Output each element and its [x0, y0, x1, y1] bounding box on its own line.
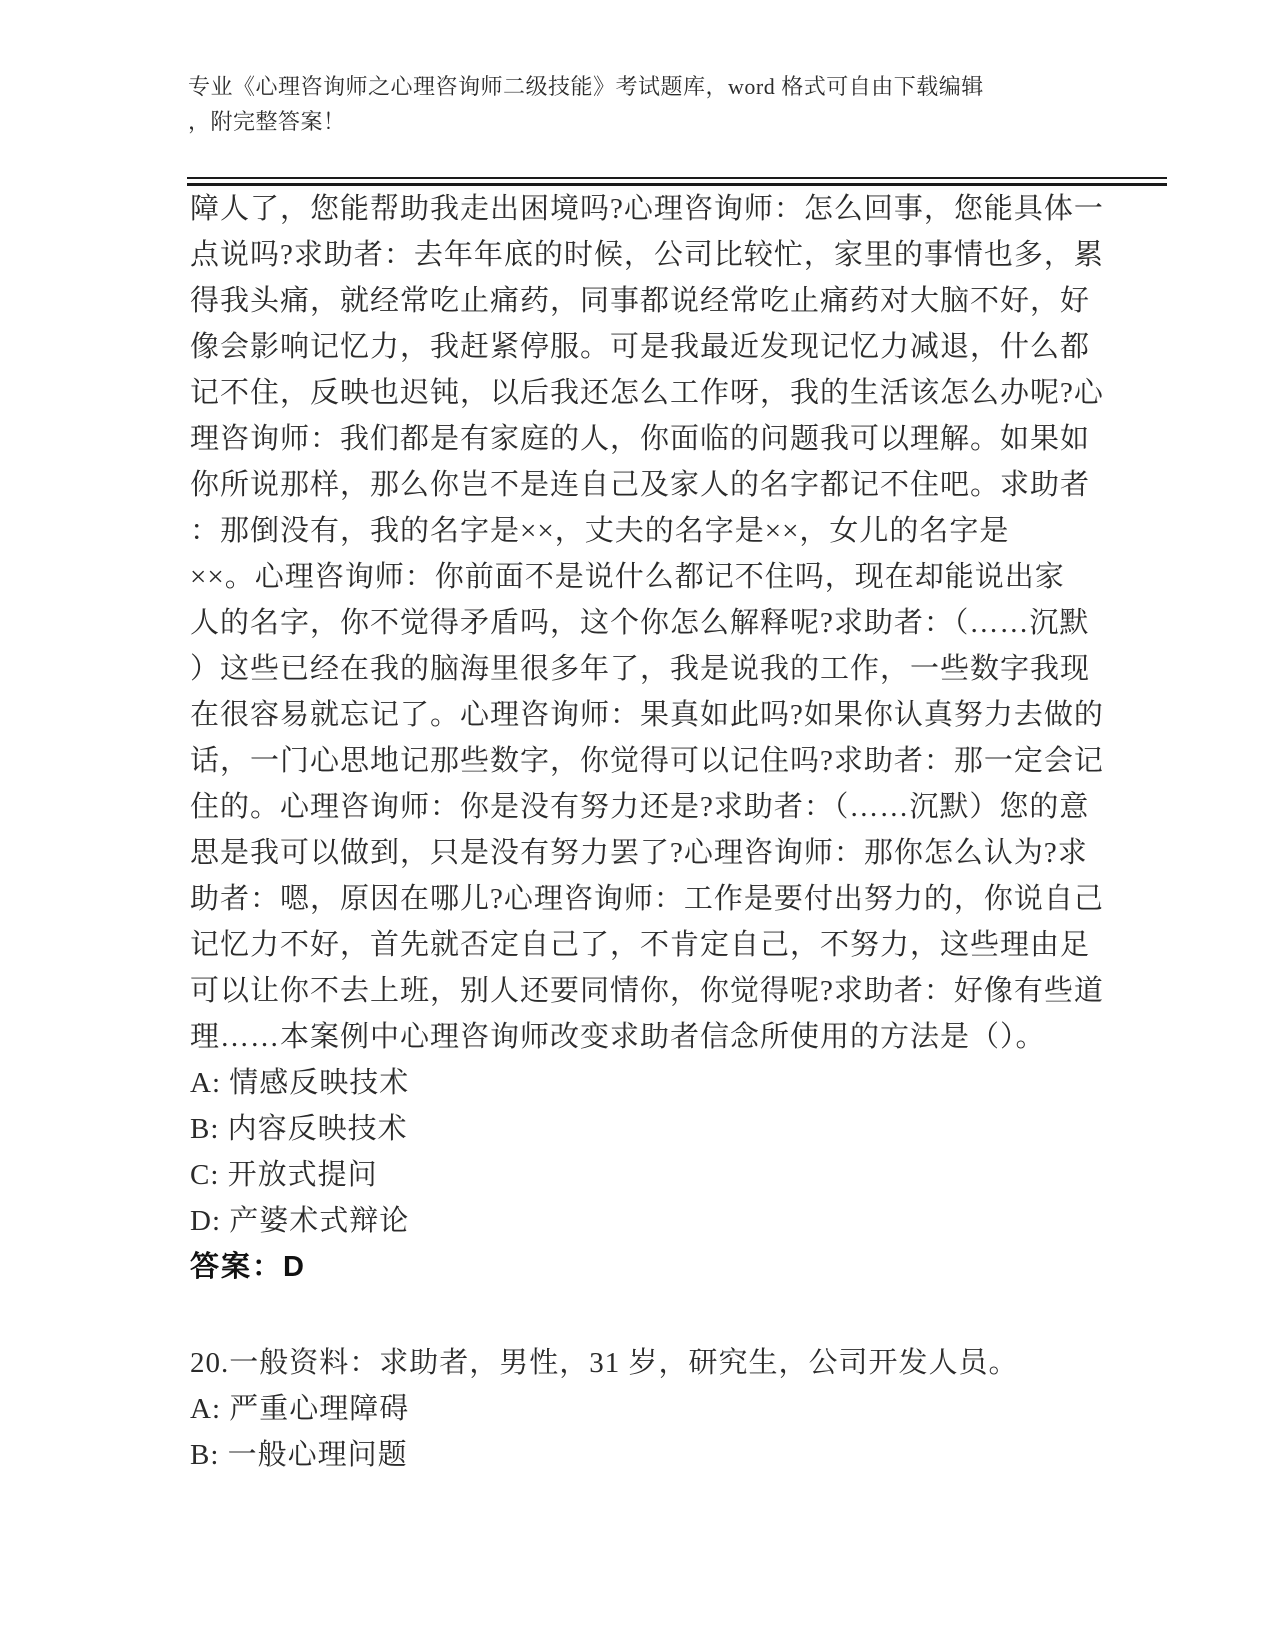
q19-body-line: 得我头痛，就经常吃止痛药，同事都说经常吃止痛药对大脑不好，好 [190, 285, 1091, 317]
q19-answer: 答案：D [190, 1251, 306, 1283]
document-body [190, 186, 1210, 1478]
q19-body-line: 思是我可以做到，只是没有努力罢了?心理咨询师：那你怎么认为?求 [190, 837, 1088, 869]
page-header [188, 69, 1173, 139]
q19-question-stem-line: 理……本案例中心理咨询师改变求助者信念所使用的方法是（）。 [190, 1021, 1046, 1053]
q19-body-line: 记不住，反映也迟钝，以后我还怎么工作呀，我的生活该怎么办呢?心 [190, 377, 1104, 409]
q19-body-line: 助者：嗯，原因在哪儿?心理咨询师：工作是要付出努力的，你说自己 [190, 883, 1104, 915]
header-line-2: ，附完整答案！ [188, 109, 346, 134]
q19-body-line: 你所说那样，那么你岂不是连自己及家人的名字都记不住吧。求助者 [190, 469, 1091, 501]
q19-option-d: D: 产婆术式辩论 [190, 1205, 410, 1237]
q19-body-line: 理咨询师：我们都是有家庭的人，你面临的问题我可以理解。如果如 [190, 423, 1091, 455]
q19-body-line: 记忆力不好，首先就否定自己了，不肯定自己，不努力，这些理由足 [190, 929, 1091, 961]
q19-body-line: ）这些已经在我的脑海里很多年了，我是说我的工作，一些数字我现 [190, 653, 1091, 685]
header-line-1: 专业《心理咨询师之心理咨询师二级技能》考试题库，word 格式可自由下载编辑 [188, 74, 984, 99]
paragraph-gap [190, 1290, 1210, 1340]
q19-option-a: A: 情感反映技术 [190, 1067, 410, 1099]
header-divider-rule [187, 177, 1167, 186]
q20-option-b: B: 一般心理问题 [190, 1439, 408, 1471]
q19-body-line: ××。心理咨询师：你前面不是说什么都记不住吗，现在却能说出家 [190, 561, 1065, 593]
q19-body-line: 话，一门心思地记那些数字，你觉得可以记住吗?求助者：那一定会记 [190, 745, 1104, 777]
q19-body-line: ：那倒没有，我的名字是××，丈夫的名字是××，女儿的名字是 [190, 515, 1010, 547]
q19-body-line: 住的。心理咨询师：你是没有努力还是?求助者：（……沉默）您的意 [190, 791, 1090, 823]
q19-body-line: 可以让你不去上班，别人还要同情你，你觉得呢?求助者：好像有些道 [190, 975, 1104, 1007]
q19-option-c: C: 开放式提问 [190, 1159, 378, 1191]
q19-body-line: 像会影响记忆力，我赶紧停服。可是我最近发现记忆力减退，什么都 [190, 331, 1091, 363]
q19-body-line: 障人了，您能帮助我走出困境吗?心理咨询师：怎么回事，您能具体一 [190, 193, 1104, 225]
q20-option-a: A: 严重心理障碍 [190, 1393, 410, 1425]
q19-body-line: 点说吗?求助者：去年年底的时候，公司比较忙，家里的事情也多，累 [190, 239, 1104, 271]
q19-body-line: 在很容易就忘记了。心理咨询师：果真如此吗?如果你认真努力去做的 [190, 699, 1104, 731]
q20-stem: 20.一般资料：求助者，男性，31 岁，研究生，公司开发人员。 [190, 1347, 1019, 1379]
q19-body-line: 人的名字，你不觉得矛盾吗，这个你怎么解释呢?求助者：（……沉默 [190, 607, 1090, 639]
q19-option-b: B: 内容反映技术 [190, 1113, 408, 1145]
